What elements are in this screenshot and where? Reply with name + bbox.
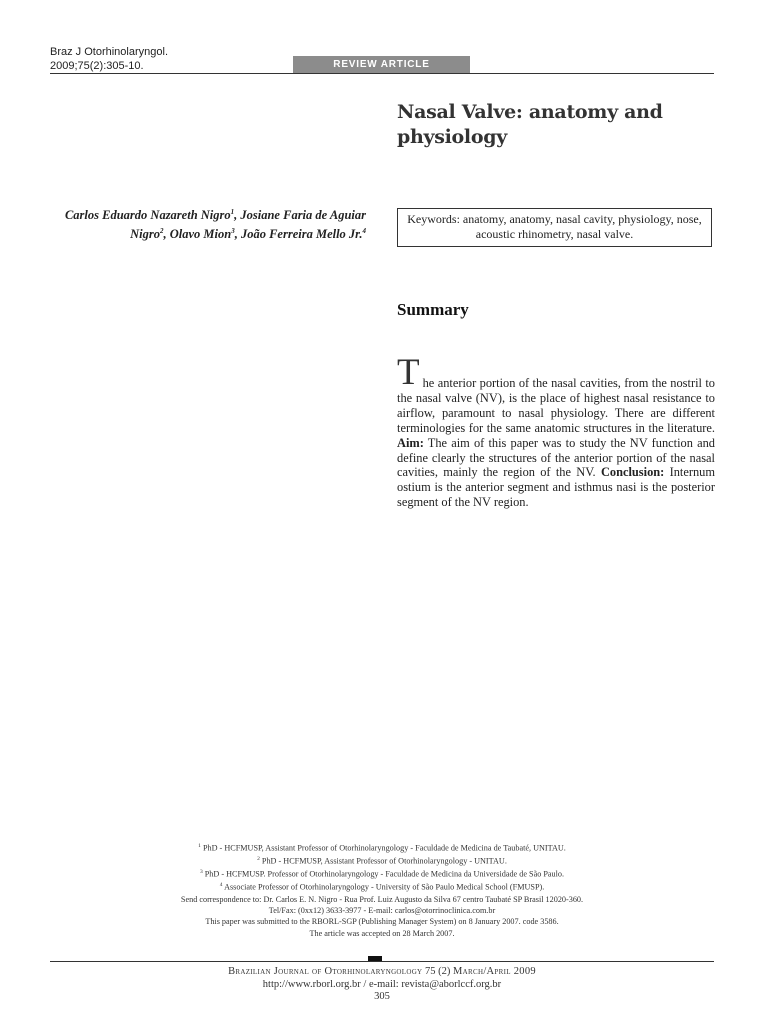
author-affiliation-mark: 3 [231,227,235,236]
article-title: Nasal Valve: anatomy and physiology [397,101,663,148]
footer-contact [50,979,714,992]
footer-website-link[interactable]: http://www.rborl.org.br [262,978,361,990]
summary-heading: Summary [397,300,469,319]
footer-email-link[interactable]: e-mail: revista@aborlccf.org.br [368,978,502,990]
footnote-text: PhD - HCFMUSP, Assistant Professor of Otorhinolaryngology - Faculdade de Medicina de Taubaté, UNITAU. [202,843,566,853]
footnote-text: PhD - HCFMUSP, Assistant Professor of Otorhinolaryngology - UNITAU. [261,856,507,866]
aim-text: The aim of this paper was to study the NV function and define clearly the structures of the anterior portion of the nasal cavities, mainly the region of the NV. [397,435,715,480]
footer-date: March/April 2009 [453,966,536,977]
author-name: Josiane Faria de Aguiar Nigro [130,208,366,242]
footer-divider [50,961,714,962]
author-list: Carlos Eduardo Nazareth Nigro$^1$, Josiane Faria de Aguiar Nigro$^2$, Olavo Mion$^3$, João Ferreira Mello Jr.$^4$ [64,208,366,242]
footer-journal-name: Brazilian Journal of Otorhinolaryngology [228,966,423,977]
author-name: Carlos Eduardo Nazareth Nigro [64,208,231,223]
footnote-mark: 3 [199,869,203,876]
footnote [50,841,714,854]
footnotes [50,841,714,939]
footnote [50,867,714,880]
abstract-intro: he anterior portion of the nasal cavities, from the nostril to the nasal valve (NV), is the place of highest nasal resistance to airflow, paramount to nasal physiology. There are different terminologies for the same anatomic structures in the literature. [397,376,715,435]
footer-issue: 75 (2) [425,966,451,977]
keywords-box: Keywords: anatomy, anatomy, nasal cavity, physiology, nose, acoustic rhinometry, nasal valve. [397,208,712,247]
footnote-mark: 4 [219,882,223,889]
page-number: 305 [374,991,390,1002]
footnote-text: PhD - HCFMUSP. Professor of Otorhinolaryngology - Faculdade de Medicina da Universidade de São Paulo. [204,870,565,880]
header-divider [50,73,714,74]
contact-line: Tel/Fax: (0xx12) 3633-3977 - E-mail: carlos@otorrinoclinica.com.br [268,905,496,915]
footer-separator: / [363,978,367,990]
conclusion-text: Internum ostium is the anterior segment and isthmus nasi is the posterior segment of the NV region. [397,465,715,510]
correspondence-line: Send correspondence to: Dr. Carlos E. N. Nigro - Rua Prof. Luiz Augusto da Silva 67 centro Taubaté SP Brasil 12020-360. [180,894,584,904]
journal-reference-line1: Braz J Otorhinolaryngol. [50,46,168,58]
aim-label: Aim: [397,435,424,450]
author-affiliation-mark: 2 [159,227,164,236]
journal-reference [50,45,168,73]
author-name: Olavo Mion [169,227,232,242]
section-label-banner: REVIEW ARTICLE [293,56,470,73]
footnote-mark: 2 [257,856,260,863]
abstract-paragraph [397,352,715,510]
author-affiliation-mark: 4 [362,227,366,236]
footnote-mark: 1 [198,843,201,849]
footer-citation [50,966,714,979]
conclusion-label: Conclusion: [600,465,665,480]
acceptance-line: The article was accepted on 28 March 2007. [309,928,455,938]
footnote-text: Associate Professor of Otorhinolaryngology - University of São Paulo Medical School (FMUSP). [224,883,545,893]
author-name: João Ferreira Mello Jr. [240,227,363,242]
footnote [50,880,714,893]
drop-cap: T [397,352,420,393]
footnote [50,854,714,867]
author-affiliation-mark: 1 [230,208,235,216]
submission-line: This paper was submitted to the RBORL-SGP (Publishing Manager System) on 8 January 2007. code 3586. [205,917,559,927]
page-footer [50,966,714,1004]
journal-reference-line2: 2009;75(2):305-10. [50,60,144,72]
